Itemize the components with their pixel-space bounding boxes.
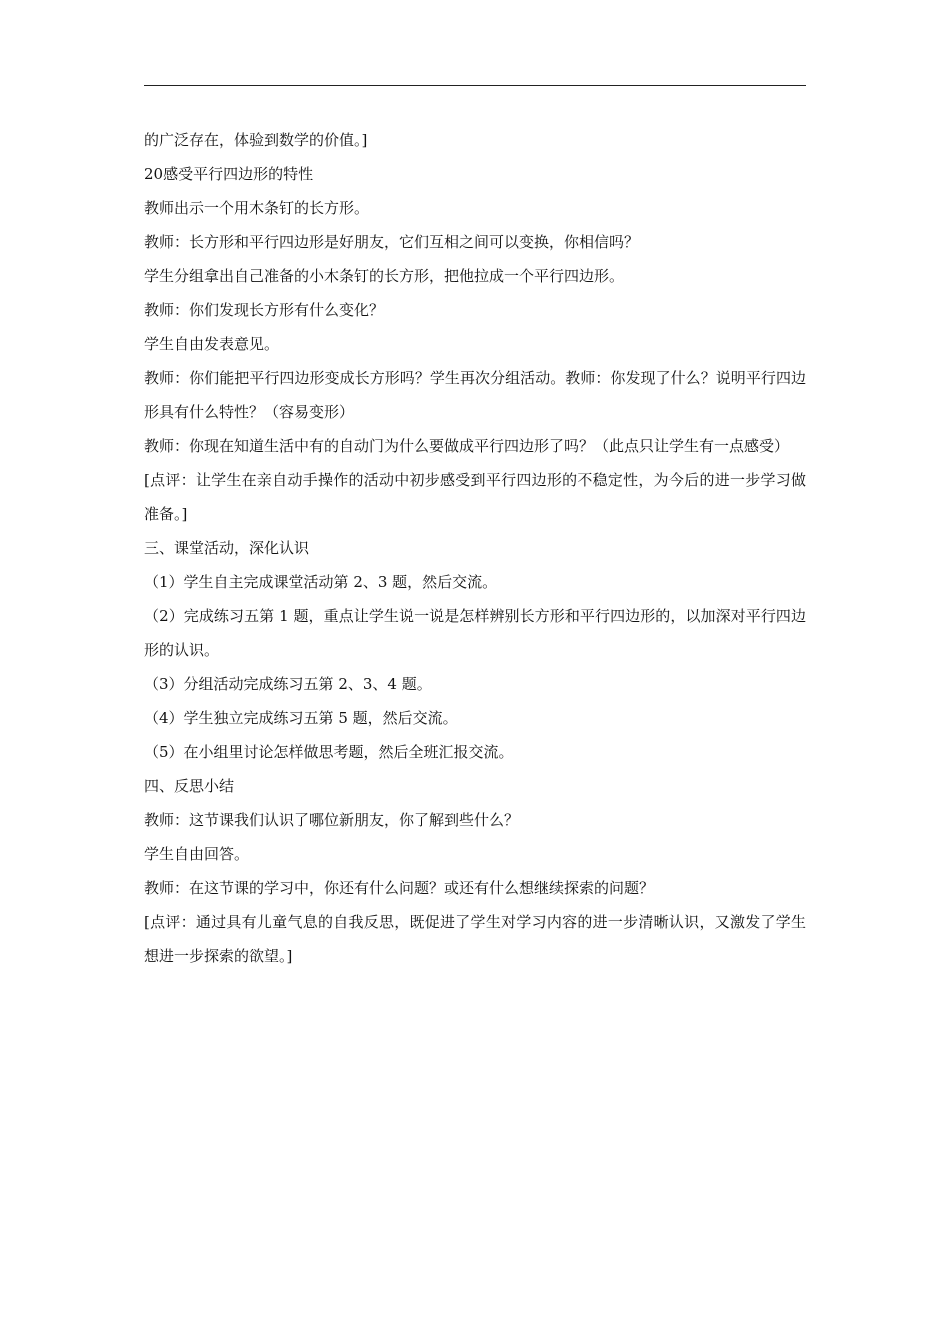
list-item: （1）学生自主完成课堂活动第 2、3 题，然后交流。 <box>144 573 498 591</box>
section-heading: 四、反思小结 <box>144 777 235 795</box>
document-body <box>144 123 806 973</box>
list-item: （4）学生独立完成练习五第 5 题，然后交流。 <box>144 709 458 727</box>
paragraph: 教师：长方形和平行四边形是好朋友，它们互相之间可以变换，你相信吗？ <box>144 233 640 251</box>
section-heading: 20感受平行四边形的特性 <box>144 165 314 183</box>
header-rule <box>144 85 806 86</box>
paragraph: 教师出示一个用木条钉的长方形。 <box>144 199 370 217</box>
paragraph: 教师：你们能把平行四边形变成长方形吗？学生再次分组活动。教师：你发现了什么？说明平行四边形具有什么特性？（容易变形） <box>144 369 806 421</box>
paragraph: 教师：这节课我们认识了哪位新朋友，你了解到些什么？ <box>144 811 520 829</box>
comment-paragraph: [点评：让学生在亲自动手操作的活动中初步感受到平行四边形的不稳定性，为今后的进一步学习做准备。] <box>144 471 806 523</box>
paragraph: 教师：在这节课的学习中，你还有什么问题？或还有什么想继续探索的问题？ <box>144 879 655 897</box>
list-item: （5）在小组里讨论怎样做思考题，然后全班汇报交流。 <box>144 743 514 761</box>
comment-paragraph: [点评：通过具有儿童气息的自我反思，既促进了学生对学习内容的进一步清晰认识，又激发了学生想进一步探索的欲望。] <box>144 913 806 965</box>
paragraph: 的广泛存在，体验到数学的价值。] <box>144 131 368 149</box>
section-heading: 三、课堂活动，深化认识 <box>144 539 310 557</box>
paragraph: 学生自由回答。 <box>144 845 250 863</box>
paragraph: 学生分组拿出自己准备的小木条钉的长方形，把他拉成一个平行四边形。 <box>144 267 625 285</box>
paragraph: 学生自由发表意见。 <box>144 335 280 353</box>
paragraph: 教师：你们发现长方形有什么变化？ <box>144 301 385 319</box>
paragraph: 教师：你现在知道生活中有的自动门为什么要做成平行四边形了吗？（此点只让学生有一点感受） <box>144 437 790 455</box>
list-item: （3）分组活动完成练习五第 2、3、4 题。 <box>144 675 432 693</box>
list-item: （2）完成练习五第 1 题，重点让学生说一说是怎样辨别长方形和平行四边形的，以加深对平行四边形的认识。 <box>144 607 806 659</box>
